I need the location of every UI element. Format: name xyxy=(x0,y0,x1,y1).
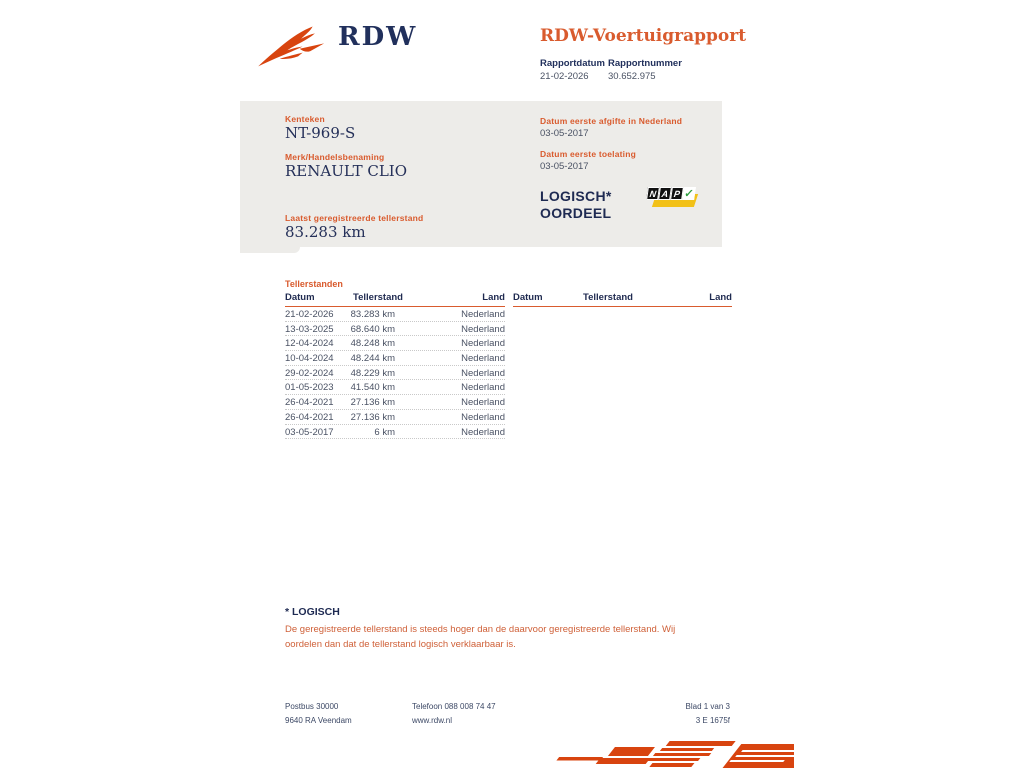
header-land: Land xyxy=(482,292,505,303)
country-cell: Nederland xyxy=(461,382,505,394)
date-cell: 26-04-2021 xyxy=(285,411,334,423)
date-cell: 26-04-2021 xyxy=(285,397,334,409)
country-cell: Nederland xyxy=(461,367,505,379)
table-row xyxy=(285,351,505,366)
nap-check-icon: ✓ xyxy=(683,188,695,200)
country-cell: Nederland xyxy=(461,309,505,320)
country-cell: Nederland xyxy=(461,338,505,350)
footer-form-code: 3 E 1675f xyxy=(695,716,730,725)
footer-phone: Telefoon 088 008 74 47 xyxy=(412,702,496,711)
header-land: Land xyxy=(709,292,732,303)
odometer-cell: 83.283 km xyxy=(350,309,395,320)
odometer-cell: 68.640 km xyxy=(350,323,395,335)
table-title: Tellerstanden xyxy=(285,279,343,289)
date-cell: 12-04-2024 xyxy=(285,338,334,350)
country-cell: Nederland xyxy=(461,411,505,423)
report-number-value: 30.652.975 xyxy=(608,71,656,82)
table-row xyxy=(285,336,505,351)
date-cell: 13-03-2025 xyxy=(285,323,334,335)
afgifte-value: 03-05-2017 xyxy=(540,128,589,139)
footer-page-number: Blad 1 van 3 xyxy=(685,702,730,711)
country-cell: Nederland xyxy=(461,353,505,365)
nap-letter-p: P xyxy=(670,187,684,200)
table-body xyxy=(285,307,505,439)
table-row xyxy=(285,322,505,337)
merk-label: Merk/Handelsbenaming xyxy=(285,152,385,162)
odometer-cell: 41.540 km xyxy=(350,382,395,394)
header-tellerstand: Tellerstand xyxy=(353,292,403,303)
odometer-cell: 48.229 km xyxy=(350,367,395,379)
footer-address-line2: 9640 RA Veendam xyxy=(285,716,352,725)
date-cell: 29-02-2024 xyxy=(285,367,334,379)
kenteken-label: Kenteken xyxy=(285,114,325,124)
footer-address-line1: Postbus 30000 xyxy=(285,702,339,711)
oordeel-line1: LOGISCH* xyxy=(540,188,612,204)
header-tellerstand: Tellerstand xyxy=(583,292,633,303)
kenteken-value: NT-969-S xyxy=(285,124,356,142)
odometer-cell: 27.136 km xyxy=(350,411,395,423)
country-cell: Nederland xyxy=(461,426,505,438)
header-datum: Datum xyxy=(285,292,315,303)
header-datum: Datum xyxy=(513,292,543,303)
oordeel-line2: OORDEEL xyxy=(540,205,612,221)
odometer-cell: 27.136 km xyxy=(350,397,395,409)
page-title: RDW-Voertuigrapport xyxy=(540,26,747,46)
oordeel-verdict xyxy=(540,188,612,222)
table-header-row xyxy=(513,292,732,304)
odometer-table-left xyxy=(285,292,505,439)
toelating-value: 03-05-2017 xyxy=(540,161,589,172)
footer-website: www.rdw.nl xyxy=(412,716,453,725)
table-row xyxy=(285,395,505,410)
rdw-wing-stripes-graphic xyxy=(538,738,794,768)
date-cell: 21-02-2026 xyxy=(285,309,334,320)
table-row xyxy=(285,380,505,395)
odometer-cell: 6 km xyxy=(374,426,395,438)
odometer-label: Laatst geregistreerde tellerstand xyxy=(285,213,424,223)
table-header-row xyxy=(285,292,505,304)
table-row xyxy=(285,425,505,440)
table-row xyxy=(285,307,505,322)
nap-logo xyxy=(647,185,701,211)
merk-value: RENAULT CLIO xyxy=(285,162,408,180)
toelating-label: Datum eerste toelating xyxy=(540,149,637,159)
table-row xyxy=(285,366,505,381)
nap-letter-n: N xyxy=(646,187,660,200)
date-cell: 03-05-2017 xyxy=(285,426,334,438)
odometer-cell: 48.244 km xyxy=(350,353,395,365)
nap-letter-a: A xyxy=(658,187,672,200)
panel-tab-decoration xyxy=(240,247,300,253)
country-cell: Nederland xyxy=(461,397,505,409)
report-date-label: Rapportdatum xyxy=(540,58,605,69)
afgifte-label: Datum eerste afgifte in Nederland xyxy=(540,116,683,126)
footnote-heading: * LOGISCH xyxy=(285,606,340,618)
date-cell: 01-05-2023 xyxy=(285,382,334,394)
country-cell: Nederland xyxy=(461,323,505,335)
rdw-bird-logo-icon xyxy=(256,25,334,71)
odometer-cell: 48.248 km xyxy=(350,338,395,350)
table-row xyxy=(285,410,505,425)
odometer-value: 83.283 km xyxy=(285,223,366,241)
date-cell: 10-04-2024 xyxy=(285,353,334,365)
odometer-table-right xyxy=(513,292,732,307)
rdw-logo-text: RDW xyxy=(338,22,418,52)
report-date-value: 21-02-2026 xyxy=(540,71,589,82)
report-number-label: Rapportnummer xyxy=(608,58,682,69)
footnote-text: De geregistreerde tellerstand is steeds hoger dan de daarvoor geregistreerde tellerstand. Wij oordelen dan dat de tellerstand logisch verklaarbaar is. xyxy=(285,624,676,650)
header-rule xyxy=(513,306,732,307)
